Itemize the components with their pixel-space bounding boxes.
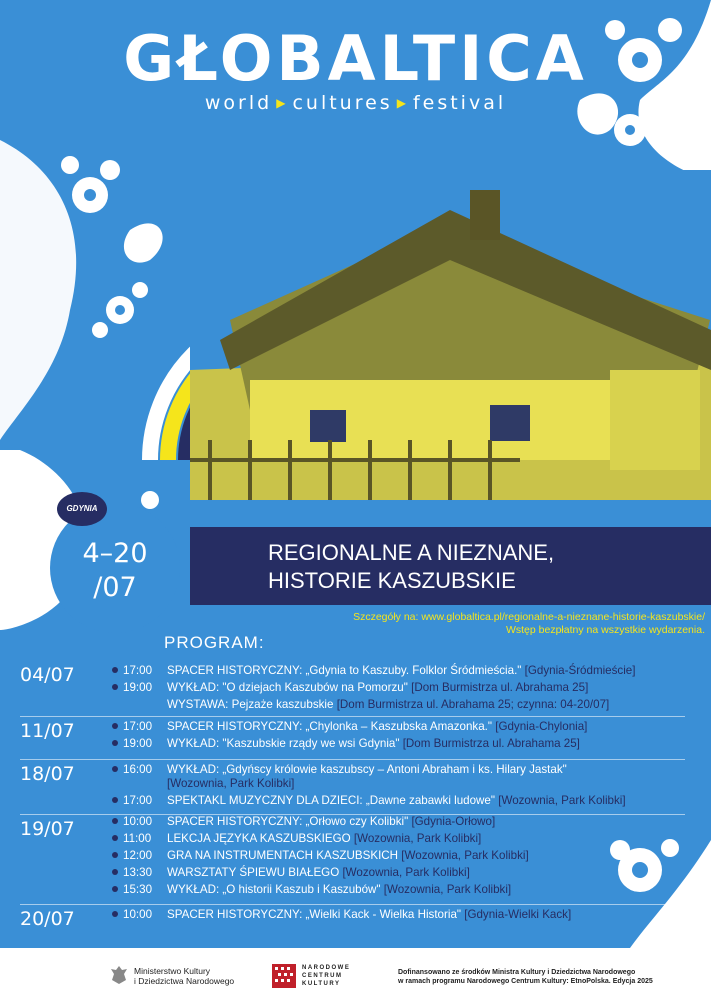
triangle-icon: ▶	[276, 96, 289, 110]
program-item	[112, 698, 609, 711]
item-text: WYKŁAD: "Kaszubskie rządy we wsi Gdynia"	[167, 737, 400, 750]
item-location: [Dom Burmistrza ul. Abrahama 25]	[402, 737, 580, 750]
funding-line2: w ramach programu Narodowego Centrum Kultury: EtnoPolska. Edycja 2025	[398, 978, 653, 985]
day-date: 19/07	[20, 818, 75, 840]
item-text: SPACER HISTORYCZNY: „Wielki Kack - Wielka Historia"	[167, 908, 462, 921]
item-text: WYSTAWA: Pejzaże kaszubskie	[167, 698, 334, 711]
festival-subtitle	[0, 92, 711, 114]
item-text: SPACER HISTORYCZNY: „Gdynia to Kaszuby. Folklor Śródmieścia."	[167, 664, 522, 677]
program-item	[112, 794, 626, 807]
event-title-line2: HISTORIE KASZUBSKIE	[268, 568, 516, 593]
funding-note	[398, 968, 653, 986]
program-item	[112, 720, 587, 733]
program-item	[112, 849, 529, 862]
item-time: 16:00	[123, 763, 153, 776]
bullet-icon	[112, 684, 118, 690]
item-location: [Gdynia-Śródmieście]	[524, 664, 636, 677]
day-date: 11/07	[20, 720, 75, 742]
item-location: [Dom Burmistrza ul. Abrahama 25]	[411, 681, 589, 694]
item-location: [Gdynia-Wielki Kack]	[464, 908, 572, 921]
free-entry-note: Wstęp bezpłatny na wszystkie wydarzenia.	[505, 624, 705, 636]
gdynia-logo: GDYNIA	[57, 492, 107, 526]
festival-logo-title: GŁOBALTICA	[123, 22, 588, 95]
cottage-photo	[190, 170, 711, 500]
program-item	[112, 908, 571, 921]
program-item	[112, 815, 495, 828]
item-time: 13:30	[123, 866, 153, 879]
ministry-logo-text	[134, 966, 234, 986]
date-range-line1: 4–20	[82, 538, 148, 569]
item-time: 19:00	[123, 737, 153, 750]
bullet-icon	[112, 869, 118, 875]
funding-line1: Dofinansowano ze środków Ministra Kultury i Dziedzictwa Narodowego	[398, 969, 636, 976]
sponsor-footer	[0, 948, 711, 1000]
item-text: WYKŁAD: „Gdyńscy królowie kaszubscy – Antoni Abraham i ks. Hilary Jastak"	[167, 763, 567, 776]
ministry-line2: i Dziedzictwa Narodowego	[134, 976, 235, 986]
item-text: WYKŁAD: "O dziejach Kaszubów na Pomorzu"	[167, 681, 408, 694]
program-item	[112, 883, 511, 896]
item-location: [Wozownia, Park Kolibki]	[353, 832, 482, 845]
nck-logo-icon	[272, 964, 296, 988]
item-time: 10:00	[123, 815, 153, 828]
bullet-icon	[112, 740, 118, 746]
item-location: [Wozownia, Park Kolibki]	[342, 866, 470, 879]
bullet-icon	[112, 797, 118, 803]
divider	[20, 759, 685, 760]
item-text: SPEKTAKL MUZYCZNY DLA DZIECI: „Dawne zabawki ludowe"	[167, 794, 495, 807]
item-location: [Dom Burmistrza ul. Abrahama 25; czynna: 04-20/07]	[336, 698, 610, 711]
bullet-icon	[112, 818, 118, 824]
item-time: 17:00	[123, 664, 153, 677]
event-title	[268, 539, 554, 595]
item-time: 10:00	[123, 908, 153, 921]
bullet-icon	[112, 667, 118, 673]
bullet-icon	[112, 911, 118, 917]
subtitle-word-festival: festival	[412, 92, 507, 114]
ministry-line1: Ministerstwo Kultury	[134, 966, 211, 976]
divider	[20, 904, 685, 905]
item-text: LEKCJA JĘZYKA KASZUBSKIEGO	[167, 832, 351, 845]
item-text: WYKŁAD: „O historii Kaszub i Kaszubów"	[167, 883, 381, 896]
program-item	[112, 832, 481, 845]
item-location: [Gdynia-Chylonia]	[495, 720, 588, 733]
program-item	[112, 866, 470, 879]
divider	[20, 716, 685, 717]
date-range	[52, 537, 178, 605]
item-location: [Wozownia, Park Kolibki]	[167, 777, 295, 790]
day-date: 04/07	[20, 664, 75, 686]
details-link[interactable]: Szczegóły na: www.globaltica.pl/regionalne-a-nieznane-historie-kaszubskie/	[353, 611, 705, 623]
nck-logo-text	[302, 964, 350, 988]
bullet-icon	[112, 852, 118, 858]
item-time: 19:00	[123, 681, 153, 694]
event-details	[353, 611, 705, 637]
item-time: 11:00	[123, 832, 152, 845]
event-title-line1: REGIONALNE A NIEZNANE,	[268, 540, 555, 565]
nck-line1: NARODOWE	[302, 965, 351, 971]
program-item	[112, 737, 580, 750]
item-location: [Wozownia, Park Kolibki]	[401, 849, 529, 862]
nck-line2: CENTRUM	[302, 973, 343, 979]
item-text: SPACER HISTORYCZNY: „Chylonka – Kaszubska Amazonka."	[167, 720, 493, 733]
item-location: [Wozownia, Park Kolibki]	[383, 883, 512, 896]
bullet-icon	[112, 766, 118, 772]
item-time: 12:00	[123, 849, 153, 862]
item-location: [Wozownia, Park Kolibki]	[498, 794, 626, 807]
program-item	[112, 763, 567, 776]
subtitle-word-world: world	[204, 92, 273, 114]
item-text: SPACER HISTORYCZNY: „Orłowo czy Kolibki"	[167, 815, 409, 828]
bullet-icon	[112, 886, 118, 892]
program-item	[112, 681, 588, 694]
bullet-icon	[112, 835, 118, 841]
item-time: 15:30	[123, 883, 153, 896]
bullet-icon	[112, 723, 118, 729]
eagle-emblem-icon	[110, 965, 128, 985]
day-date: 20/07	[20, 908, 75, 930]
program-item	[112, 664, 635, 677]
day-date: 18/07	[20, 763, 75, 785]
item-text: WARSZTATY ŚPIEWU BIAŁEGO	[167, 866, 340, 879]
triangle-icon: ▶	[396, 96, 409, 110]
item-text: GRA NA INSTRUMENTACH KASZUBSKICH	[167, 849, 399, 862]
subtitle-word-cultures: cultures	[292, 92, 393, 114]
item-time: 17:00	[123, 794, 153, 807]
date-range-line2: /07	[93, 572, 137, 603]
nck-line3: KULTURY	[302, 981, 341, 987]
program-item-continuation	[112, 777, 294, 790]
item-time: 17:00	[123, 720, 153, 733]
item-location: [Gdynia-Orłowo]	[411, 815, 496, 828]
program-heading: PROGRAM:	[164, 633, 265, 652]
floral-ornament-bottom-right	[600, 830, 711, 948]
